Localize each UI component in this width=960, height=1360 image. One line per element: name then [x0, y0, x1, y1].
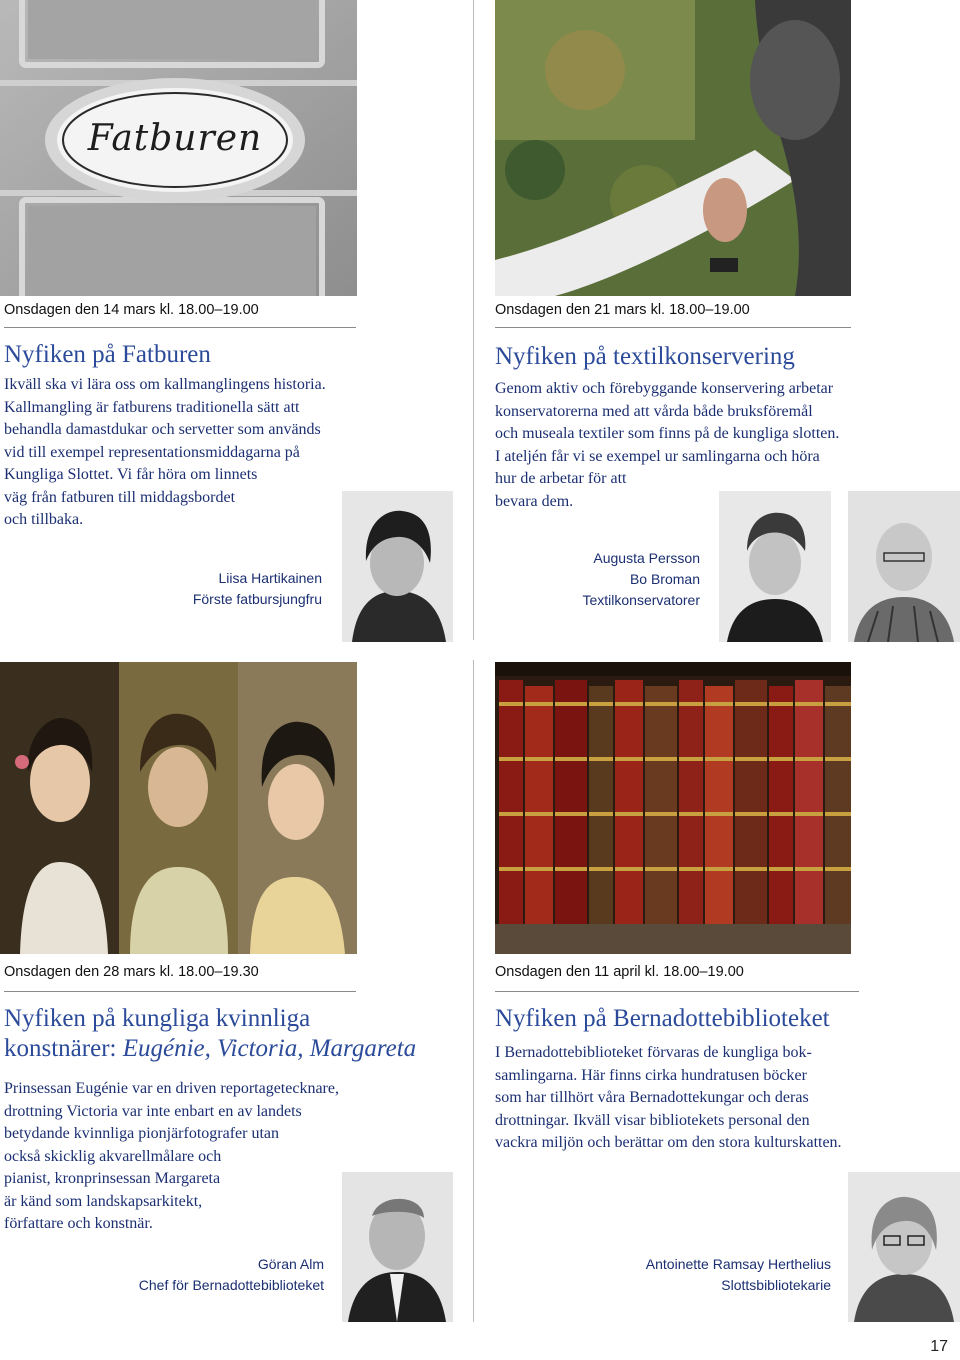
divider	[4, 991, 356, 992]
divider	[495, 991, 859, 992]
textile-conservation-photo	[495, 0, 851, 296]
speaker-role: Chef för Bernadottebiblioteket	[138, 1277, 324, 1293]
speaker-portrait	[848, 1172, 960, 1322]
event-date: Onsdagen den 14 mars kl. 18.00–19.00	[4, 302, 259, 318]
speaker-role: Slottsbibliotekarie	[721, 1277, 831, 1293]
library-books-photo	[495, 662, 851, 954]
speaker-caption	[160, 568, 322, 610]
event-date: Onsdagen den 21 mars kl. 18.00–19.00	[495, 302, 750, 318]
page-number: 17	[930, 1338, 948, 1355]
speaker-caption	[580, 1254, 831, 1296]
speaker-name: Liisa Hartikainen	[218, 570, 322, 586]
event-description: Prinsessan Eugénie var en driven reportagetecknare, drottning Victoria var inte enbart en av landets betydande kvinnliga pionjärfotografer utan också skicklig akvarellmålare och pianist, kronprinsessan Margareta är känd som landskapsarkitekt, författare och konstnär.	[4, 1080, 339, 1232]
speaker-portrait	[342, 491, 453, 642]
fatburen-sign-text: Fatburen	[87, 118, 263, 159]
event-title: Nyfiken på Bernadottebiblioteket	[495, 1005, 830, 1032]
event-date: Onsdagen den 28 mars kl. 18.00–19.30	[4, 964, 259, 980]
speaker-portrait	[719, 491, 831, 642]
fatburen-door-photo	[0, 0, 357, 296]
speaker-name: Bo Broman	[629, 571, 700, 587]
speaker-caption	[80, 1254, 324, 1296]
event-title: Nyfiken på kungliga kvinnliga konstnärer: Eugénie, Victoria, Margareta	[4, 1005, 417, 1062]
event-title: Nyfiken på textilkonservering	[495, 343, 795, 370]
speaker-portrait	[848, 491, 960, 642]
speaker-caption	[540, 548, 700, 611]
event-date: Onsdagen den 11 april kl. 18.00–19.00	[495, 964, 744, 980]
event-description: Genom aktiv och förebyggande konservering arbetar konservatorerna med att vårda både bruksföremål och museala textiler som finns på de kungliga slotten. I ateljén får vi se exempel ur samlingarna och höra hur de arbetar för att bevara dem.	[495, 380, 840, 510]
event-title: Nyfiken på Fatburen	[4, 341, 211, 368]
speaker-name: Augusta Persson	[593, 550, 700, 566]
column-separator	[473, 0, 474, 640]
event-description: Ikväll ska vi lära oss om kallmanglingens historia. Kallmangling är fatburens traditionella sätt att behandla damastdukar och servetter som används vid till exempel representationsmiddagarna på Kungliga Slottet. Vi får höra om linnets väg från fatburen till middagsbordet och tillbaka.	[4, 376, 326, 528]
speaker-name: Göran Alm	[257, 1256, 324, 1272]
speaker-portrait	[342, 1172, 453, 1322]
divider	[4, 327, 356, 328]
speaker-role: Textilkonservatorer	[582, 592, 700, 608]
speaker-name: Antoinette Ramsay Herthelius	[645, 1256, 831, 1272]
speaker-role: Förste fatbursjungfru	[192, 591, 322, 607]
royal-portraits-photo	[0, 662, 357, 954]
event-description: I Bernadottebiblioteket förvaras de kungliga bok- samlingarna. Här finns cirka hundratusen böcker som har tillhört våra Bernadottekungar och deras drottningar. Ikväll visar bibliotekets personal den vackra miljön och berättar om den stora kulturskatten.	[495, 1044, 842, 1151]
divider	[495, 327, 851, 328]
column-separator	[473, 660, 474, 1322]
